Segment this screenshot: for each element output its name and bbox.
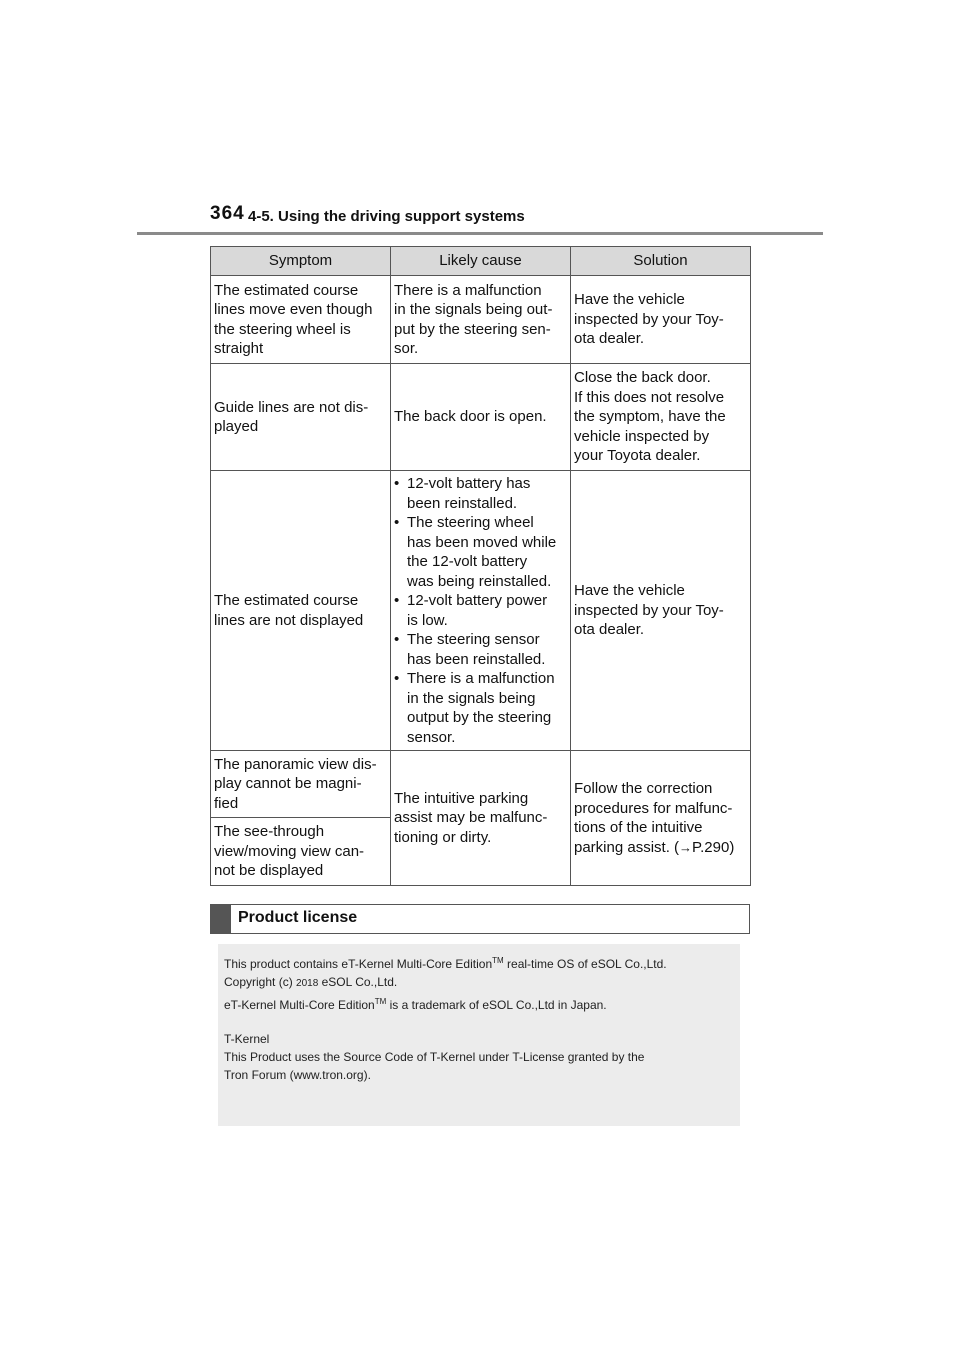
symptom-cell: The estimated course lines are not displayed — [211, 471, 391, 751]
solution-cell — [571, 751, 751, 886]
page-reference-link[interactable]: P.290) — [692, 838, 735, 856]
page-number: 364 — [210, 203, 245, 224]
column-header-symptom: Symptom — [211, 247, 391, 276]
cause-cell — [391, 471, 571, 751]
license-line: Tron Forum (www.tron.org). — [224, 1068, 371, 1082]
cause-list-item: • The steering sensor has been reinstalled. — [394, 630, 567, 669]
cause-cell: The back door is open. — [391, 364, 571, 471]
license-text: is a trademark of eSOL Co.,Ltd in Japan. — [386, 998, 607, 1012]
license-line: This Product uses the Source Code of T-Kernel under T-License granted by the — [224, 1050, 645, 1064]
cause-cell: The intuitive parking assist may be malfunc- tioning or dirty. — [391, 751, 571, 886]
license-text: This product contains eT-Kernel Multi-Core Edition — [224, 957, 493, 971]
license-line: T-Kernel — [224, 1032, 270, 1046]
solution-text: Follow the correction procedures for malfunc- tions of the intuitive parking assist. ( — [574, 780, 733, 856]
symptom-cell: Guide lines are not dis- played — [211, 364, 391, 471]
table-row — [211, 276, 751, 364]
solution-cell: Have the vehicle inspected by your Toy- ota dealer. — [571, 471, 751, 751]
cause-list-item: • The steering wheel has been moved while the 12-volt battery was being reinstalled. — [394, 513, 567, 591]
license-line — [224, 952, 734, 973]
product-license-heading-box — [210, 904, 750, 934]
table-row — [211, 751, 751, 818]
table-row — [211, 471, 751, 751]
symptom-cell: The see-through view/moving view can- not be displayed — [211, 818, 391, 886]
trademark-mark: TM — [374, 997, 387, 1006]
cause-list-item: • 12-volt battery has been reinstalled. — [394, 474, 567, 513]
arrow-right-icon: → — [679, 839, 693, 855]
troubleshooting-table — [210, 246, 751, 886]
cause-list — [394, 474, 567, 747]
column-header-solution: Solution — [571, 247, 751, 276]
section-title: 4-5. Using the driving support systems — [248, 208, 525, 225]
license-text: Copyright (c) — [224, 975, 297, 989]
product-license-heading: Product license — [238, 909, 358, 926]
trademark-mark: TM — [492, 956, 504, 965]
header-divider — [137, 232, 823, 235]
license-line — [224, 973, 734, 993]
cause-cell: There is a malfunction in the signals being out- put by the steering sen- sor. — [391, 276, 571, 364]
solution-cell: Have the vehicle inspected by your Toy- ota dealer. — [571, 276, 751, 364]
license-text-panel — [218, 944, 740, 1126]
license-text: real-time OS of eSOL Co.,Ltd. — [503, 957, 667, 971]
cause-list-item: • 12-volt battery power is low. — [394, 591, 567, 630]
license-text: eSOL Co.,Ltd. — [318, 975, 398, 989]
table-header-row — [211, 247, 751, 276]
license-text: eT-Kernel Multi-Core Edition — [224, 998, 375, 1012]
column-header-likely-cause: Likely cause — [391, 247, 571, 276]
table-row — [211, 364, 751, 471]
symptom-cell: The estimated course lines move even though the steering wheel is straight — [211, 276, 391, 364]
symptom-cell: The panoramic view dis- play cannot be magni- fied — [211, 751, 391, 818]
cause-list-item: • There is a malfunction in the signals being output by the steering sensor. — [394, 669, 567, 747]
heading-marker — [211, 905, 231, 933]
solution-cell: Close the back door. If this does not resolve the symptom, have the vehicle inspected by your Toyota dealer. — [571, 364, 751, 471]
license-line — [224, 993, 734, 1014]
copyright-year: 2018 — [296, 978, 319, 989]
